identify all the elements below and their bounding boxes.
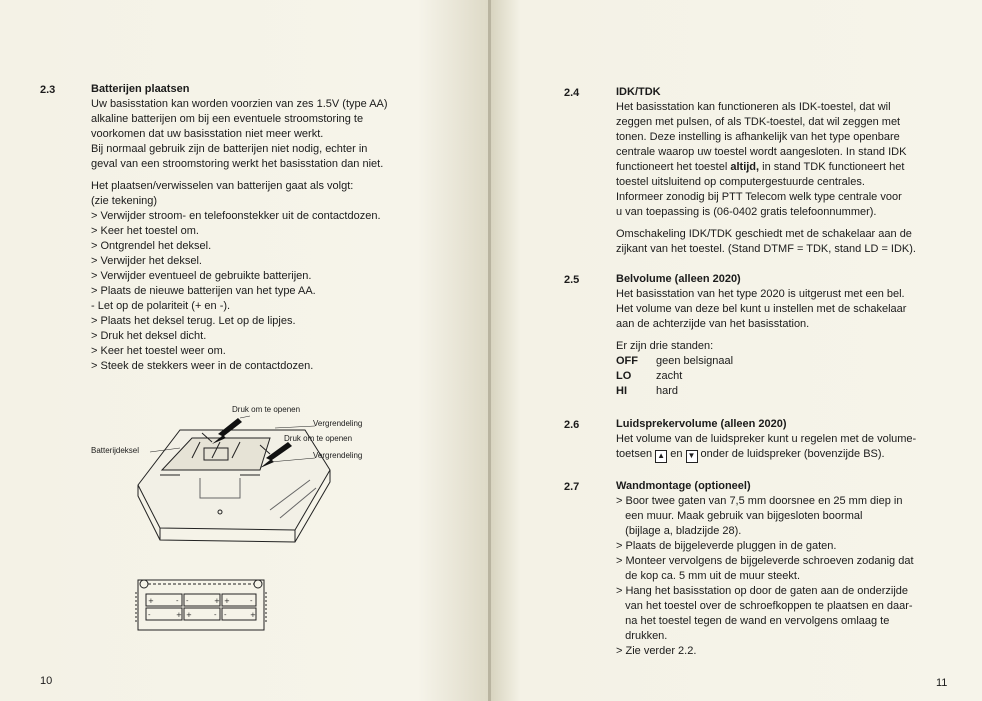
text-line: drukken. xyxy=(616,630,668,642)
svg-text:-: - xyxy=(176,597,179,605)
text-line: - Let op de polariteit (+ en -). xyxy=(91,300,231,312)
svg-text:+: + xyxy=(186,611,192,619)
level-value: hard xyxy=(656,385,679,397)
level-value: geen belsignaal xyxy=(656,355,734,367)
text-line: > Druk het deksel dicht. xyxy=(91,330,207,342)
text-line: > Keer het toestel weer om. xyxy=(91,345,226,357)
text-line: Het basisstation kan functioneren als IDK-toestel, dat wil xyxy=(616,101,891,113)
text-line: (zie tekening) xyxy=(91,195,158,207)
svg-text:-: - xyxy=(148,611,151,619)
svg-text:+: + xyxy=(250,611,256,619)
text-line: centrale waarop uw toestel wordt aangesloten. In stand IDK xyxy=(616,146,907,158)
text-line: aan de achterzijde van het basisstation. xyxy=(616,318,810,330)
text-line: Bij normaal gebruik zijn de batterijen niet nodig, echter in xyxy=(91,143,368,155)
volume-down-icon: ▼ xyxy=(686,450,698,463)
section-title-2-6: Luidsprekervolume (alleen 2020) xyxy=(616,418,787,430)
text-line: u van toepassing is (06-0402 gratis telefoonnummer). xyxy=(616,206,877,218)
text-line: toestel uitsluitend op computergestuurde centrales. xyxy=(616,176,865,188)
text-line: Het volume van deze bel kunt u instellen met de schakelaar xyxy=(616,303,907,315)
section-number-2-7: 2.7 xyxy=(564,481,580,493)
text-line: voorkomen dat uw basisstation niet meer werkt. xyxy=(91,128,324,140)
text-line: > Plaats de bijgeleverde pluggen in de gaten. xyxy=(616,540,837,552)
text-line: Uw basisstation kan worden voorzien van zes 1.5V (type AA) xyxy=(91,98,388,110)
figure-label-druk-2: Druk om te openen xyxy=(284,434,353,443)
svg-text:-: - xyxy=(250,597,253,605)
text-line: > Verwijder het deksel. xyxy=(91,255,202,267)
battery-compartment-diagram xyxy=(134,574,268,636)
section-title-2-3: Batterijen plaatsen xyxy=(91,83,190,95)
level-key: HI xyxy=(616,385,627,397)
page-number-left: 10 xyxy=(40,675,53,687)
text-line: (bijlage a, bladzijde 28). xyxy=(616,525,742,537)
section-2-6 xyxy=(616,417,966,463)
ring-levels xyxy=(616,339,966,399)
emphasis-altijd: altijd, xyxy=(730,161,760,173)
text-line: zijkant van het toestel. (Stand DTMF = TDK, stand LD = IDK). xyxy=(616,243,916,255)
section-2-5 xyxy=(616,272,966,399)
right-page xyxy=(491,0,982,701)
section-title-2-7: Wandmontage (optioneel) xyxy=(616,480,751,492)
figure-label-batterijdeksel: Batterijdeksel xyxy=(91,446,140,455)
section-number-2-5: 2.5 xyxy=(564,274,580,286)
text-line: zeggen met pulsen, of als TDK-toestel, dat wil zeggen met xyxy=(616,116,901,128)
text-line: > Keer het toestel om. xyxy=(91,225,199,237)
page-number-right: 11 xyxy=(936,677,948,689)
text-line xyxy=(616,160,966,175)
section-number-2-6: 2.6 xyxy=(564,419,580,431)
text-fragment: onder de luidspreker (bovenzijde BS). xyxy=(697,448,885,460)
svg-text:-: - xyxy=(224,611,227,619)
text-line: > Plaats het deksel terug. Let op de lipjes. xyxy=(91,315,296,327)
svg-text:+: + xyxy=(224,597,230,605)
text-line: Informeer zonodig bij PTT Telecom welk type centrale voor xyxy=(616,191,902,203)
text-line xyxy=(616,447,966,463)
text-line: Omschakeling IDK/TDK geschiedt met de schakelaar aan de xyxy=(616,228,912,240)
level-value: zacht xyxy=(656,370,683,382)
text-line: de kop ca. 5 mm uit de muur steekt. xyxy=(616,570,801,582)
section-2-3 xyxy=(91,82,461,374)
text-fragment: in stand TDK functioneert het xyxy=(759,161,905,173)
section-2-4-para2 xyxy=(616,227,966,257)
text-line: alkaline batterijen om bij een eventuele stroomstoring te xyxy=(91,113,364,125)
figure-label-druk-1: Druk om te openen xyxy=(232,405,301,414)
svg-text:+: + xyxy=(148,597,154,605)
text-fragment: toetsen xyxy=(616,448,656,460)
text-line: Het volume van de luidspreker kunt u regelen met de volume- xyxy=(616,433,917,445)
text-line: > Hang het basisstation op door de gaten aan de onderzijde xyxy=(616,585,909,597)
text-line: tonen. Deze instelling is afhankelijk van het type openbare xyxy=(616,131,900,143)
svg-text:-: - xyxy=(186,597,189,605)
text-line: > Ontgrendel het deksel. xyxy=(91,240,212,252)
svg-text:+: + xyxy=(214,597,220,605)
text-fragment: en xyxy=(667,448,686,460)
section-2-3-para2 xyxy=(91,179,461,374)
text-line: > Monteer vervolgens de bijgeleverde schroeven zodanig dat xyxy=(616,555,914,567)
text-line: > Verwijder stroom- en telefoonstekker uit de contactdozen. xyxy=(91,210,381,222)
volume-up-icon: ▲ xyxy=(655,450,667,463)
text-line: > Plaats de nieuwe batterijen van het type AA. xyxy=(91,285,316,297)
text-line: geval van een stroomstoring werkt het basisstation dan niet. xyxy=(91,158,384,170)
text-line: > Steek de stekkers weer in de contactdozen. xyxy=(91,360,314,372)
section-title-2-4: IDK/TDK xyxy=(616,86,661,98)
text-line: na het toestel tegen de wand en vervolgens omlaag te xyxy=(616,615,890,627)
section-2-3-para1 xyxy=(91,97,461,172)
figure-label-vergrendeling-2: Vergrendeling xyxy=(313,451,363,460)
text-line: van het toestel over de schroefkoppen te plaatsen en daar- xyxy=(616,600,913,612)
section-2-4 xyxy=(616,85,966,257)
section-number-2-4: 2.4 xyxy=(564,87,580,99)
ring-levels-table xyxy=(616,354,966,399)
text-line: > Verwijder eventueel de gebruikte batterijen. xyxy=(91,270,312,282)
figure-label-vergrendeling-1: Vergrendeling xyxy=(313,419,363,428)
svg-text:+: + xyxy=(176,611,182,619)
level-key: OFF xyxy=(616,355,638,367)
svg-text:-: - xyxy=(214,611,217,619)
text-line: een muur. Maak gebruik van bijgesloten boormal xyxy=(616,510,863,522)
section-2-7 xyxy=(616,479,966,659)
text-fragment: functioneert het toestel xyxy=(616,161,731,173)
text-line: > Zie verder 2.2. xyxy=(616,645,697,657)
text-line: Er zijn drie standen: xyxy=(616,340,714,352)
text-line: > Boor twee gaten van 7,5 mm doorsnee en 25 mm diep in xyxy=(616,495,903,507)
level-key: LO xyxy=(616,370,632,382)
text-line: Het basisstation van het type 2020 is uitgerust met een bel. xyxy=(616,288,905,300)
section-title-2-5: Belvolume (alleen 2020) xyxy=(616,273,741,285)
text-line: Het plaatsen/verwisselen van batterijen gaat als volgt: xyxy=(91,180,354,192)
section-number-2-3: 2.3 xyxy=(40,84,56,96)
